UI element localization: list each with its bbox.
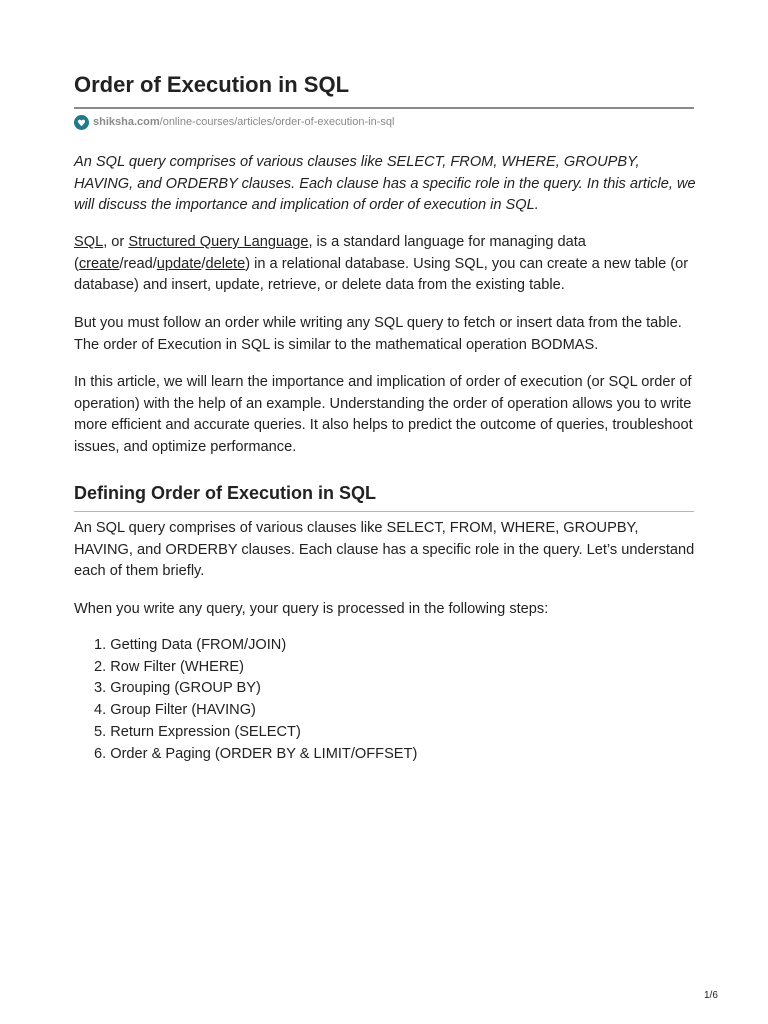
list-item: 3. Grouping (GROUP BY) xyxy=(94,680,261,697)
structured-query-language-link[interactable]: Structured Query Language xyxy=(128,234,309,250)
paragraph-text: /read/ xyxy=(119,255,157,272)
page-number: 1/6 xyxy=(704,990,718,1001)
intro-paragraph: An SQL query comprises of various clauses like SELECT, FROM, WHERE, GROUPBY, HAVING, and ORDERBY clauses. Each clause has a specific role in the query. In this article, we will discuss the importance and implication of order of execution in SQL. xyxy=(74,154,696,214)
paragraph-text: , or xyxy=(103,234,129,250)
title-divider xyxy=(74,107,694,109)
sql-definition-paragraph xyxy=(74,232,698,297)
paragraph-text: , is a standard language for managing data ( xyxy=(74,234,586,272)
create-link[interactable]: create xyxy=(78,255,120,272)
section-heading: Defining Order of Execution in SQL xyxy=(74,483,377,503)
list-item: 1. Getting Data (FROM/JOIN) xyxy=(94,637,287,653)
article-goal-paragraph: In this article, we will learn the importance and implication of order of execution (or SQL order of operation) with the help of an example. Understanding the order of operation allows you to write more efficient and accurate queries. It also helps to predict the outcome of queries, troubleshoot issues, and optimize performance. xyxy=(74,374,693,456)
list-item: 6. Order & Paging (ORDER BY & LIMIT/OFFSET) xyxy=(94,745,418,762)
list-item: 4. Group Filter (HAVING) xyxy=(94,702,256,719)
source-line[interactable] xyxy=(74,113,394,131)
section-divider xyxy=(74,511,694,512)
execution-steps-list xyxy=(94,635,417,765)
order-paragraph: But you must follow an order while writing any SQL query to fetch or insert data from the table. The order of Execution in SQL is similar to the mathematical operation BODMAS. xyxy=(74,315,682,353)
delete-link[interactable]: delete xyxy=(205,255,246,272)
update-link[interactable]: update xyxy=(156,255,202,272)
page-title: Order of Execution in SQL xyxy=(74,72,350,97)
source-domain[interactable]: shiksha.com xyxy=(93,116,160,128)
sql-link[interactable]: SQL xyxy=(74,234,104,250)
clauses-paragraph: An SQL query comprises of various clauses like SELECT, FROM, WHERE, GROUPBY, HAVING, and ORDERBY clauses. Each clause has a specific role in the query. Let’s understand each of them briefly. xyxy=(74,520,695,580)
paragraph-text: ) in a relational database. Using SQL, you can create a new table (or database) and insert, update, retrieve, or delete data from the existing table. xyxy=(74,255,689,294)
steps-intro-paragraph: When you write any query, your query is processed in the following steps: xyxy=(74,601,549,617)
paragraph-text: / xyxy=(201,255,206,272)
list-item: 5. Return Expression (SELECT) xyxy=(94,723,301,740)
source-path[interactable]: /online-courses/articles/order-of-execution-in-sql xyxy=(159,116,395,128)
list-item: 2. Row Filter (WHERE) xyxy=(94,658,244,675)
shiksha-logo-icon xyxy=(74,115,89,130)
